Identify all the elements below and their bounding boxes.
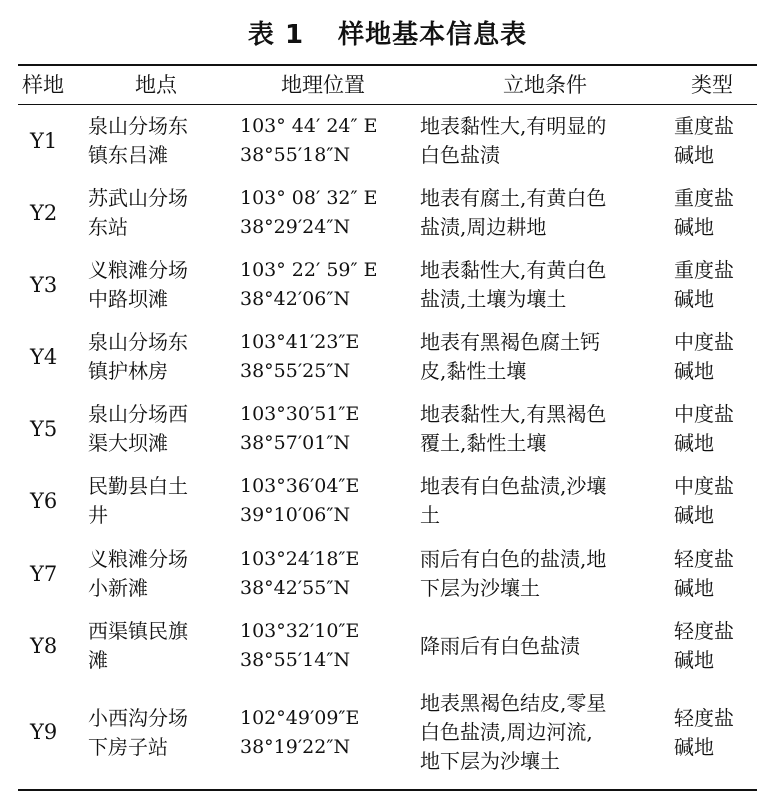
site-condition-cell-line: 地表黏性大,有黑褐色 [420,402,607,426]
location-cell-line: 义粮滩分场 [88,258,188,282]
site-condition-cell-line: 地表黑褐色结皮,零星 [420,691,607,715]
type-cell-line: 重度盐 [674,114,734,138]
geo-position-cell [240,112,415,170]
geo-position-cell-line: 38°42′55″N [240,577,351,599]
location-cell-line: 滩 [88,648,108,672]
geo-position-cell-line: 103°36′04″E [240,475,360,497]
site-condition-cell [420,472,670,530]
geo-position-cell [240,704,415,762]
geo-position-cell [240,256,415,314]
type-cell-line: 碱地 [674,576,714,600]
type-cell [674,112,754,170]
location-cell-line: 西渠镇民旗 [88,619,188,643]
location-cell-line: 苏武山分场 [88,186,188,210]
site-condition-cell-line: 地表黏性大,有黄白色 [420,258,607,282]
site-condition-cell-line: 白色盐渍,周边河流, [420,720,593,744]
site-condition-cell-line: 地表黏性大,有明显的 [420,114,607,138]
sample-id: Y1 [30,129,58,153]
sample-id: Y7 [30,562,58,586]
site-condition-cell-line: 地表有腐土,有黄白色 [420,186,607,210]
geo-position-cell-line: 103° 22′ 59″ E [240,259,378,281]
table-title [0,14,775,51]
table-label: 表 1 [247,20,305,50]
type-cell-line: 碱地 [674,359,714,383]
site-condition-cell-line: 下层为沙壤土 [420,576,540,600]
header-sample: 样地 [22,73,64,97]
site-condition-cell-line: 地表有黑褐色腐土钙 [420,330,600,354]
site-condition-cell [420,400,670,458]
site-condition-cell [420,184,670,242]
type-cell-line: 重度盐 [674,258,734,282]
type-cell [674,256,754,314]
location-cell-line: 小西沟分场 [88,706,188,730]
header-rule [18,104,757,105]
type-cell [674,184,754,242]
site-condition-cell-line: 土 [420,503,440,527]
header-site-condition: 立地条件 [503,73,587,97]
geo-position-cell [240,545,415,603]
site-condition-cell-line: 地下层为沙壤土 [420,749,560,773]
type-cell-line: 碱地 [674,648,714,672]
location-cell [88,184,228,242]
site-condition-cell-line: 地表有白色盐渍,沙壤 [420,474,607,498]
type-cell-line: 碱地 [674,503,714,527]
sample-id: Y2 [30,201,58,225]
geo-position-cell [240,617,415,675]
geo-position-cell-line: 38°55′25″N [240,360,351,382]
type-cell-line: 碱地 [674,215,714,239]
sample-id: Y8 [30,634,58,658]
geo-position-cell-line: 102°49′09″E [240,707,360,729]
location-cell-line: 泉山分场西 [88,402,188,426]
site-condition-cell-line: 盐渍,土壤为壤土 [420,287,567,311]
geo-position-cell-line: 103°24′18″E [240,548,360,570]
geo-position-cell-line: 38°55′14″N [240,649,351,671]
geo-position-cell-line: 38°57′01″N [240,432,351,454]
location-cell [88,112,228,170]
type-cell [674,400,754,458]
type-cell [674,328,754,386]
location-cell [88,704,228,762]
location-cell-line: 泉山分场东 [88,114,188,138]
site-condition-cell [420,112,670,170]
sample-id: Y6 [30,489,58,513]
type-cell-line: 碱地 [674,431,714,455]
type-cell-line: 轻度盐 [674,547,734,571]
type-cell-line: 中度盐 [674,474,734,498]
site-condition-cell-line: 皮,黏性土壤 [420,359,527,383]
location-cell-line: 民勤县白土 [88,474,188,498]
site-condition-cell-line: 降雨后有白色盐渍 [420,634,580,658]
type-cell-line: 轻度盐 [674,706,734,730]
site-condition-cell-line: 盐渍,周边耕地 [420,215,547,239]
type-cell-line: 中度盐 [674,402,734,426]
location-cell-line: 镇护林房 [88,359,168,383]
geo-position-cell-line: 38°19′22″N [240,736,351,758]
site-condition-cell [420,689,670,776]
type-cell-line: 碱地 [674,143,714,167]
location-cell-line: 镇东吕滩 [88,143,168,167]
header-geo-position: 地理位置 [281,73,365,97]
site-condition-cell [420,328,670,386]
geo-position-cell-line: 103°30′51″E [240,403,360,425]
geo-position-cell-line: 38°42′06″N [240,288,351,310]
location-cell [88,328,228,386]
sample-id: Y3 [30,273,58,297]
site-condition-cell [420,545,670,603]
type-cell-line: 碱地 [674,735,714,759]
geo-position-cell [240,400,415,458]
type-cell [674,617,754,675]
location-cell-line: 东站 [88,215,128,239]
geo-position-cell-line: 39°10′06″N [240,504,351,526]
site-condition-cell [420,632,670,661]
site-condition-cell-line: 雨后有白色的盐渍,地 [420,547,607,571]
sample-id: Y9 [30,720,58,744]
location-cell-line: 小新滩 [88,576,148,600]
location-cell-line: 义粮滩分场 [88,547,188,571]
geo-position-cell-line: 38°29′24″N [240,216,351,238]
geo-position-cell-line: 38°55′18″N [240,144,351,166]
geo-position-cell-line: 103° 44′ 24″ E [240,115,378,137]
header-location: 地点 [135,73,177,97]
type-cell [674,472,754,530]
location-cell-line: 中路坝滩 [88,287,168,311]
top-rule [18,64,757,66]
sample-id: Y5 [30,417,58,441]
location-cell-line: 下房子站 [88,735,168,759]
bottom-rule [18,789,757,791]
type-cell-line: 轻度盐 [674,619,734,643]
location-cell-line: 井 [88,503,108,527]
site-condition-cell-line: 白色盐渍 [420,143,500,167]
header-type: 类型 [691,73,733,97]
geo-position-cell-line: 103°41′23″E [240,331,360,353]
sample-id: Y4 [30,345,58,369]
location-cell [88,617,228,675]
type-cell [674,545,754,603]
type-cell-line: 中度盐 [674,330,734,354]
geo-position-cell [240,328,415,386]
location-cell [88,545,228,603]
type-cell-line: 碱地 [674,287,714,311]
table-title-text: 样地基本信息表 [338,20,528,50]
site-condition-cell-line: 覆土,黏性土壤 [420,431,547,455]
location-cell-line: 渠大坝滩 [88,431,168,455]
location-cell [88,400,228,458]
location-cell [88,472,228,530]
type-cell-line: 重度盐 [674,186,734,210]
location-cell-line: 泉山分场东 [88,330,188,354]
geo-position-cell-line: 103° 08′ 32″ E [240,187,378,209]
geo-position-cell [240,472,415,530]
geo-position-cell-line: 103°32′10″E [240,620,360,642]
geo-position-cell [240,184,415,242]
type-cell [674,704,754,762]
site-condition-cell [420,256,670,314]
location-cell [88,256,228,314]
